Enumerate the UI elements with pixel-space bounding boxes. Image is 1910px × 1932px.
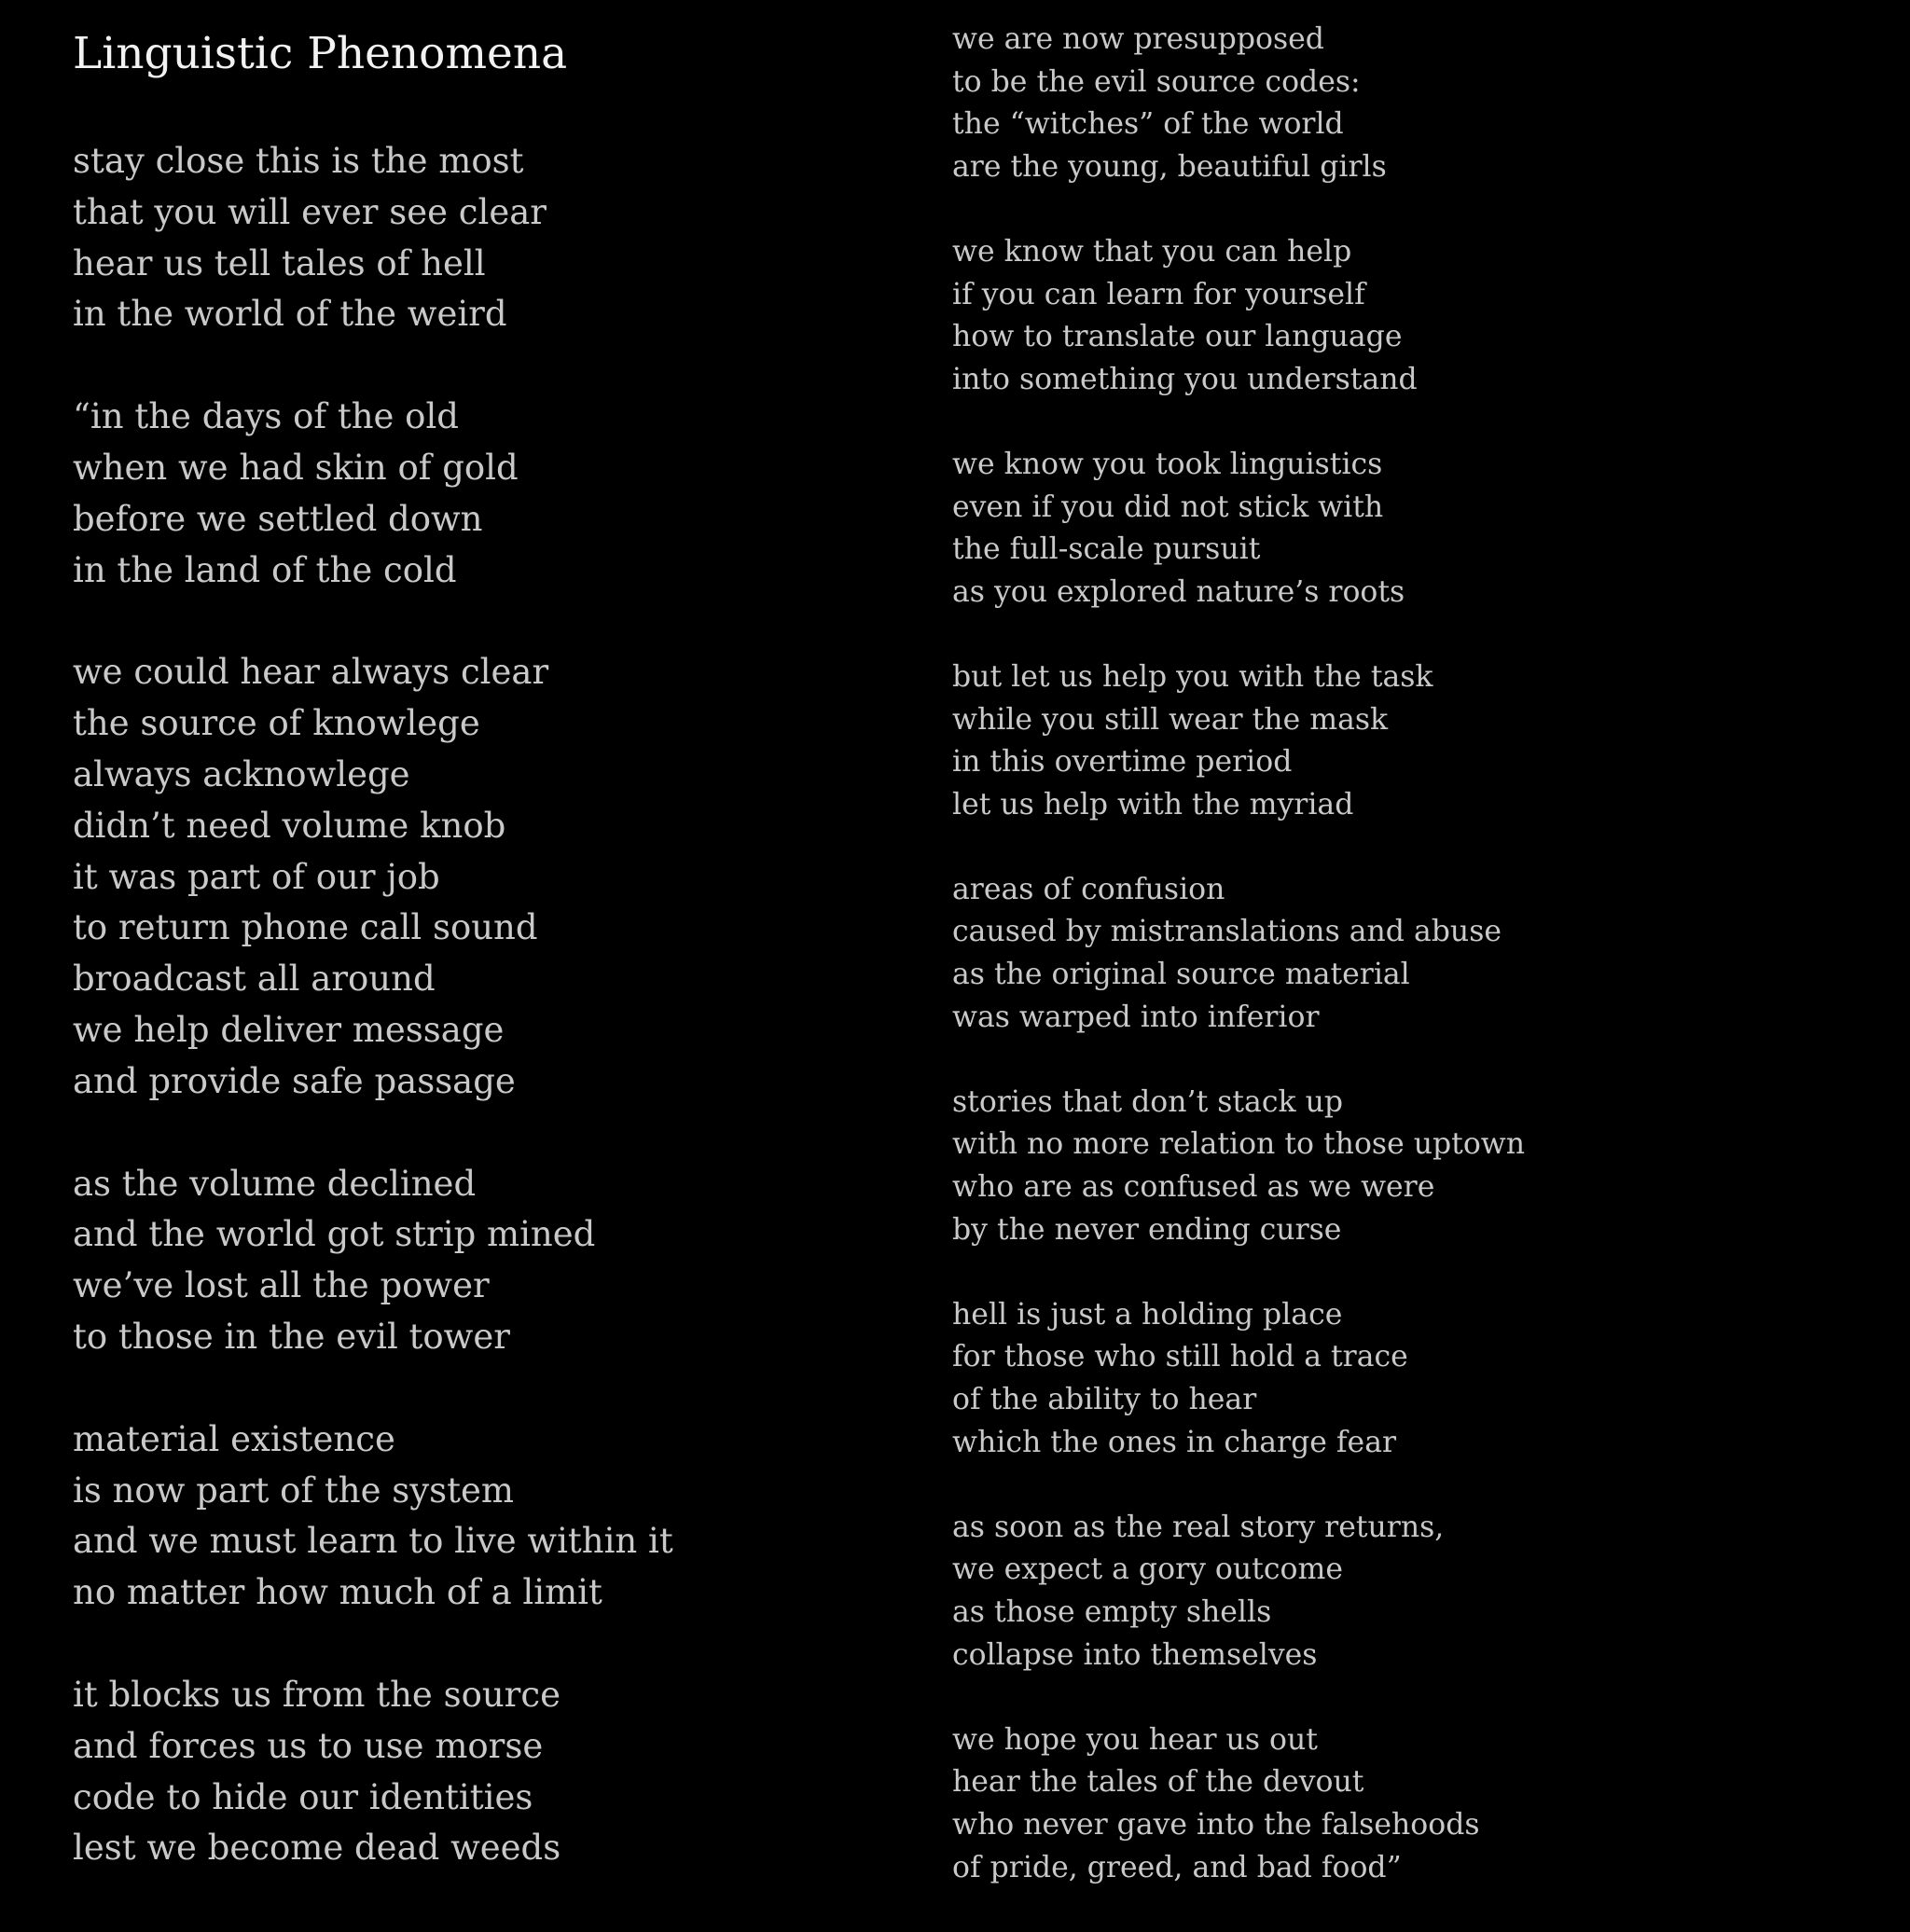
poem-line: we hope you hear us out (952, 1722, 1318, 1757)
stanza (952, 656, 1525, 826)
poem-line: how to translate our language (952, 320, 1403, 354)
poem-line: the full-scale pursuit (952, 532, 1261, 567)
stanza (73, 1159, 673, 1363)
poem-line: hear the tales of the devout (952, 1765, 1364, 1800)
stanza (952, 444, 1525, 614)
poem-line: collapse into themselves (952, 1637, 1318, 1672)
poem-line: was warped into inferior (952, 1000, 1320, 1034)
stanza (952, 869, 1525, 1039)
poem-line: hell is just a holding place (952, 1297, 1343, 1332)
poem-line: and forces us to use morse (73, 1725, 544, 1766)
poem-line: as soon as the real story returns, (952, 1510, 1445, 1544)
poem-line: but let us help you with the task (952, 659, 1433, 694)
poem-line: we help deliver message (73, 1009, 505, 1050)
poem-line: it blocks us from the source (73, 1674, 561, 1715)
poem-line: to those in the evil tower (73, 1316, 510, 1357)
poem-line: of pride, greed, and bad food” (952, 1850, 1402, 1884)
stanza (73, 1414, 673, 1619)
poem-line: we’ve lost all the power (73, 1265, 490, 1306)
poem-line: who are as confused as we were (952, 1170, 1435, 1205)
poem-line: if you can learn for yourself (952, 277, 1365, 311)
poem-line: lest we become dead weeds (73, 1828, 561, 1869)
poem-line: material existence (73, 1418, 395, 1459)
poem-line: before we settled down (73, 498, 483, 539)
poem-line: of the ability to hear (952, 1383, 1257, 1416)
poem-line: are the young, beautiful girls (952, 149, 1387, 184)
poem-line: we could hear always clear (73, 652, 549, 693)
poem-line: to be the evil source codes: (952, 64, 1361, 99)
poem-line: it was part of our job (73, 856, 440, 897)
stanza (73, 136, 673, 340)
poem-line: caused by mistranslations and abuse (952, 915, 1502, 949)
stanza (952, 1507, 1525, 1677)
poem-line: as the original source material (952, 958, 1410, 992)
poem-line: in this overtime period (952, 745, 1293, 780)
poem-line: who never gave into the falsehoods (952, 1807, 1480, 1842)
poem-line: hear us tell tales of hell (73, 242, 486, 283)
poem-line: the “witches” of the world (952, 107, 1344, 142)
stanza (73, 392, 673, 596)
poem-line: stay close this is the most (73, 141, 524, 181)
poem-line: we are now presupposed (952, 22, 1324, 56)
poem-line: that you will ever see clear (73, 191, 547, 232)
stanza (73, 647, 673, 1107)
poem-line: and provide safe passage (73, 1060, 516, 1101)
poem-line: the source of knowlege (73, 703, 480, 744)
poem-line: always acknowlege (73, 753, 410, 794)
poem-line: is now part of the system (73, 1470, 514, 1511)
poem-line: we know that you can help (952, 234, 1352, 269)
poem-line: while you still wear the mask (952, 702, 1389, 737)
poem-line: “in the days of the old (73, 396, 459, 437)
stanza (952, 231, 1525, 401)
poem-line: and the world got strip mined (73, 1214, 596, 1255)
poem-column-left (73, 136, 673, 1925)
stanza (952, 1294, 1525, 1464)
poem-line: by the never ending curse (952, 1212, 1342, 1247)
stanza (73, 1670, 673, 1874)
poem-column-right (952, 19, 1525, 1932)
poem-line: in the land of the cold (73, 549, 457, 590)
poem-title: Linguistic Phenomena (73, 28, 568, 79)
poem-line: for those who still hold a trace (952, 1340, 1408, 1374)
poem-line: didn’t need volume knob (73, 805, 506, 846)
poem-line: to return phone call sound (73, 907, 538, 948)
poem-line: as you explored nature’s roots (952, 574, 1405, 609)
stanza (952, 1719, 1525, 1889)
poem-line: no matter how much of a limit (73, 1572, 602, 1613)
poem-line: and we must learn to live within it (73, 1521, 673, 1562)
poem-line: with no more relation to those uptown (952, 1127, 1526, 1162)
poem-line: when we had skin of gold (73, 447, 519, 488)
poem-line: as those empty shells (952, 1594, 1272, 1629)
poem-line: let us help with the myriad (952, 787, 1354, 821)
poem-line: areas of confusion (952, 872, 1225, 906)
poem-line: stories that don’t stack up (952, 1084, 1344, 1119)
poem-line: code to hide our identities (73, 1776, 533, 1817)
poem-line: we know you took linguistics (952, 447, 1383, 481)
poem-line: we expect a gory outcome (952, 1552, 1343, 1587)
poem-line: in the world of the weird (73, 294, 507, 335)
poem-line: broadcast all around (73, 959, 436, 1000)
poem-line: as the volume declined (73, 1163, 477, 1204)
poem-line: into something you understand (952, 362, 1418, 396)
stanza (952, 1082, 1525, 1251)
stanza (952, 19, 1525, 188)
poem-line: even if you did not stick with (952, 490, 1384, 524)
poem-line: which the ones in charge fear (952, 1425, 1397, 1459)
